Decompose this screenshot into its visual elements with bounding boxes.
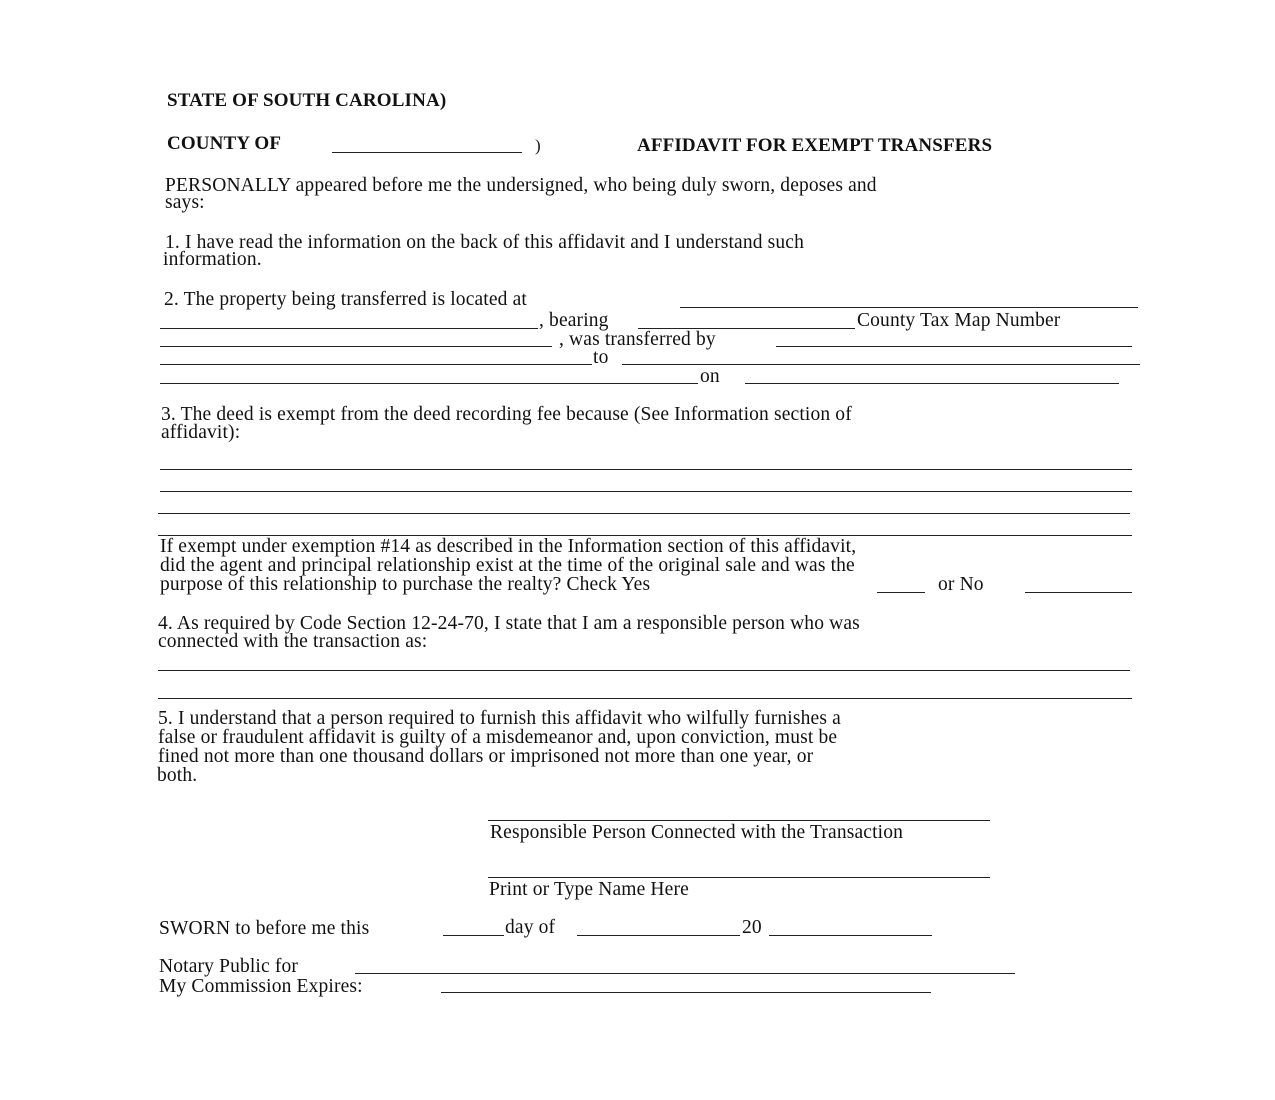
bearing-label: , bearing (539, 310, 609, 331)
property-location-blank[interactable] (680, 307, 1138, 308)
notary-public-blank[interactable] (355, 973, 1015, 974)
responsible-signature-label: Responsible Person Connected with the Transaction (490, 822, 904, 843)
item1-line2: information. (163, 249, 262, 270)
sworn-month-blank[interactable] (577, 935, 740, 936)
or-no-label: or No (938, 574, 984, 595)
connection-line[interactable] (158, 670, 1130, 671)
day-of-label: day of (505, 917, 556, 938)
on-label: on (700, 366, 720, 387)
item5-line3: fined not more than one thousand dollars or imprisoned not more than one year, or (158, 746, 814, 767)
print-name-line[interactable] (488, 877, 990, 878)
connection-line[interactable] (158, 698, 1132, 699)
exempt-reason-line[interactable] (160, 469, 1132, 470)
item5-line4: both. (157, 765, 198, 786)
year-prefix-label: 20 (742, 917, 762, 938)
transfer-date-blank[interactable] (745, 383, 1119, 384)
transferee-blank[interactable] (622, 364, 1140, 365)
notary-public-label: Notary Public for (159, 956, 299, 977)
exemption14-line2: did the agent and principal relationship exist at the time of the original sale and was the (160, 555, 855, 576)
county-paren: ) (535, 136, 541, 155)
state-heading: STATE OF SOUTH CAROLINA) (167, 90, 447, 111)
intro-line2: says: (165, 192, 205, 213)
affidavit-title: AFFIDAVIT FOR EXEMPT TRANSFERS (637, 135, 993, 156)
check-no-blank[interactable] (1025, 592, 1132, 593)
sworn-day-blank[interactable] (443, 935, 504, 936)
item2-line1: 2. The property being transferred is located at (164, 289, 527, 310)
exempt-reason-line[interactable] (158, 513, 1130, 514)
responsible-signature-line[interactable] (488, 820, 990, 821)
item4-line1: 4. As required by Code Section 12-24-70, I state that I am a responsible person who was (158, 613, 860, 634)
transferred-by-blank[interactable] (776, 346, 1132, 347)
print-name-label: Print or Type Name Here (489, 879, 689, 900)
item5-line1: 5. I understand that a person required to furnish this affidavit who wilfully furnishes a (158, 708, 841, 729)
sworn-label: SWORN to before me this (159, 918, 370, 939)
item3-line1: 3. The deed is exempt from the deed recording fee because (See Information section of (161, 404, 852, 425)
intro-line1: PERSONALLY appeared before me the undersigned, who being duly sworn, deposes and (165, 175, 877, 196)
item5-line2: false or fraudulent affidavit is guilty of a misdemeanor and, upon conviction, must be (158, 727, 838, 748)
exemption14-line1: If exempt under exemption #14 as described in the Information section of this affidavit, (160, 536, 857, 557)
commission-expires-label: My Commission Expires: (159, 976, 363, 997)
county-label: COUNTY OF (167, 133, 282, 154)
tax-map-label: County Tax Map Number (857, 310, 1061, 331)
county-blank[interactable] (332, 152, 522, 153)
transferee-blank-2[interactable] (160, 383, 698, 384)
exemption14-line3: purpose of this relationship to purchase the realty? Check Yes (160, 574, 651, 595)
sworn-year-blank[interactable] (769, 935, 932, 936)
transferor-blank-2[interactable] (160, 364, 592, 365)
item1-line1: 1. I have read the information on the back of this affidavit and I understand such (165, 232, 804, 253)
transferred-by-label: , was transferred by (559, 329, 716, 350)
item3-line2: affidavit): (161, 422, 241, 443)
to-label: to (593, 347, 609, 368)
transferor-blank-1[interactable] (160, 346, 552, 347)
item4-line2: connected with the transaction as: (158, 631, 428, 652)
commission-expires-blank[interactable] (441, 992, 931, 993)
exempt-reason-line[interactable] (160, 491, 1132, 492)
property-location-blank-2[interactable] (160, 328, 538, 329)
check-yes-blank[interactable] (877, 592, 925, 593)
